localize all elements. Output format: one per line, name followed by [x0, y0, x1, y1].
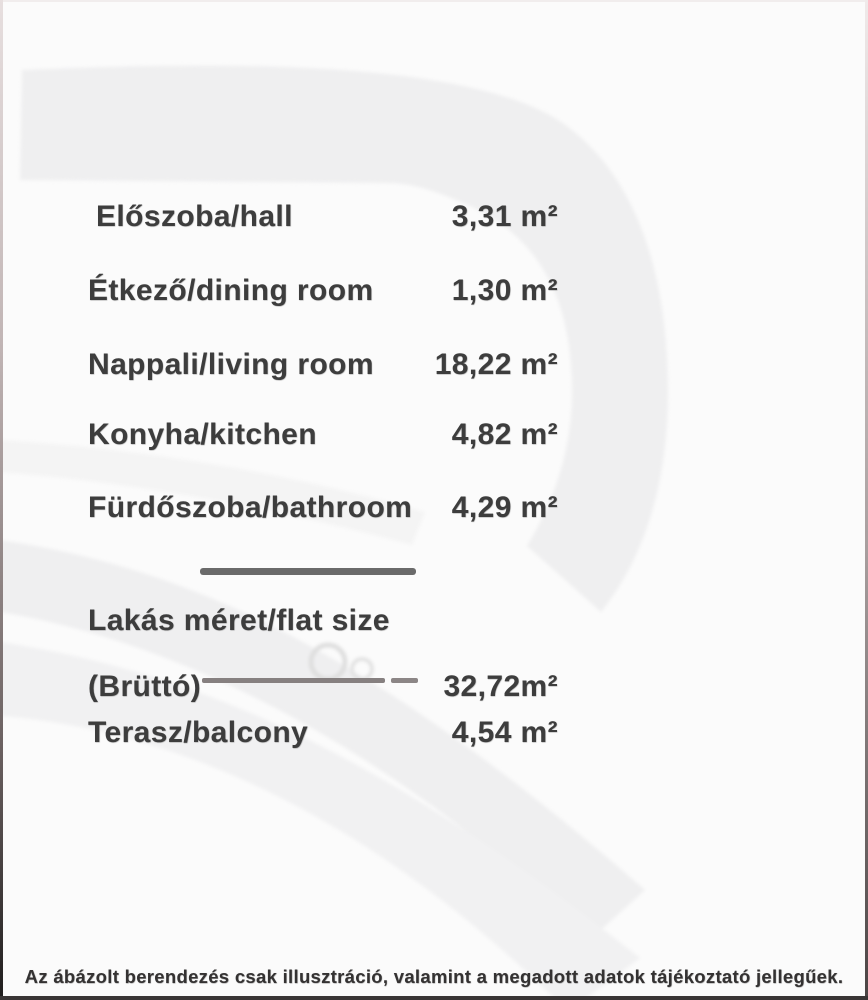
- room-value: 4,82 m²: [451, 418, 558, 451]
- page-border-left: [0, 0, 3, 1000]
- page-border-top: [0, 0, 868, 2]
- room-row: [88, 487, 558, 529]
- room-label: Konyha/kitchen: [88, 418, 317, 451]
- balcony-value: 4,54 m²: [451, 716, 558, 749]
- room-label: Előszoba/hall: [96, 200, 293, 233]
- room-label: Nappali/living room: [88, 348, 374, 381]
- flat-size-title: Lakás méret/flat size: [88, 604, 390, 637]
- gross-value: 32,72m²: [443, 670, 558, 703]
- room-row: [88, 196, 558, 238]
- disclaimer-text: Az ábázolt berendezés csak illusztráció, valamint a megadott adatok tájékoztató jellegűek.: [24, 966, 844, 987]
- gross-underline-dash: [391, 678, 418, 683]
- room-value: 1,30 m²: [451, 274, 558, 307]
- page-border-bottom: [0, 996, 868, 1000]
- room-row: [88, 270, 558, 312]
- room-value: 3,31 m²: [451, 200, 558, 233]
- watermark-top-swoosh: [20, 66, 668, 612]
- balcony-label: Terasz/balcony: [88, 716, 309, 749]
- section-divider: [200, 568, 416, 575]
- room-label: Fürdőszoba/bathroom: [88, 491, 413, 524]
- room-value: 18,22 m²: [434, 348, 558, 381]
- room-label: Étkező/dining room: [88, 274, 374, 307]
- balcony-size-row: [88, 712, 558, 754]
- gross-label: (Brüttó): [88, 670, 202, 703]
- gross-underline: [202, 678, 385, 683]
- room-row: [88, 414, 558, 456]
- gross-size-row: [88, 666, 558, 708]
- room-value: 4,29 m²: [451, 491, 558, 524]
- room-row: [88, 344, 558, 386]
